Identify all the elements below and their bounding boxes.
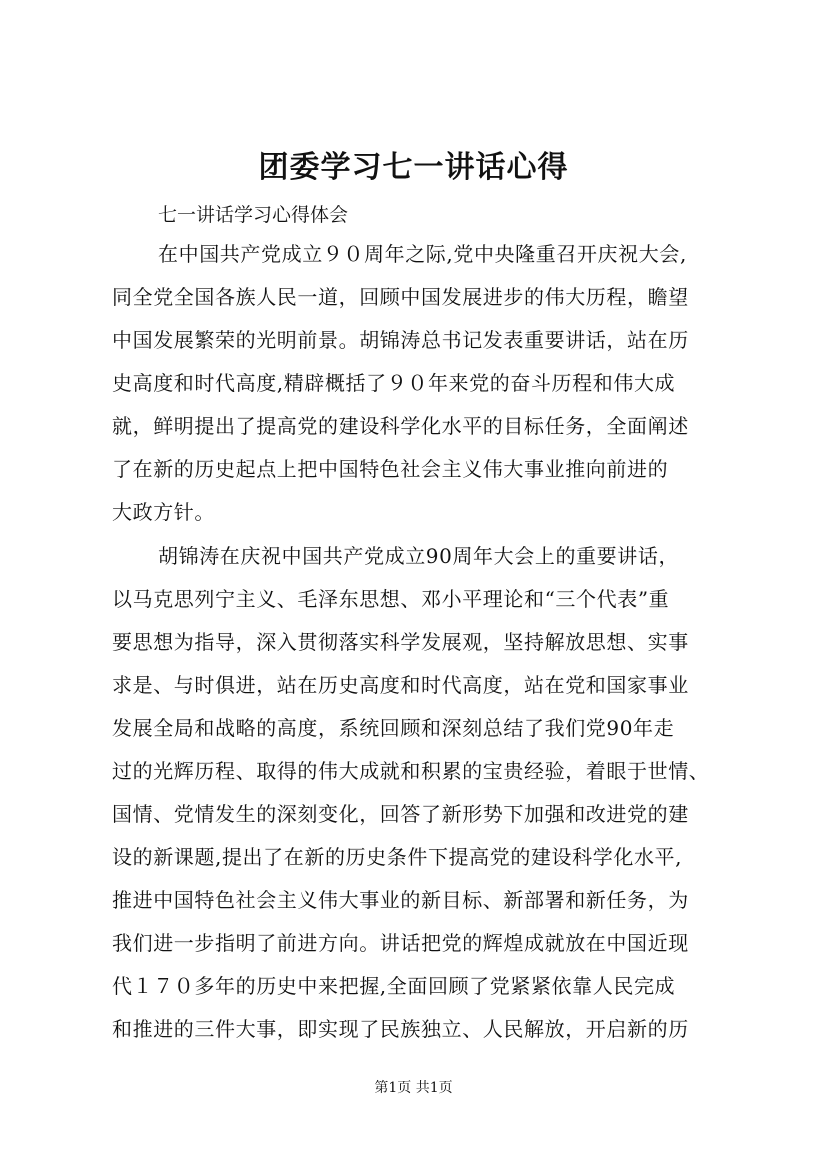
paragraph-line: 过的光辉历程、取得的伟大成就和积累的宝贵经验，着眼于世情、 xyxy=(112,759,710,783)
paragraph-line: 求是、与时俱进，站在历史高度和时代高度，站在党和国家事业 xyxy=(112,673,689,697)
paragraph-line: 同全党全国各族人民一道，回顾中国发展进步的伟大历程，瞻望 xyxy=(112,285,689,309)
paragraph-line: 推进中国特色社会主义伟大事业的新目标、新部署和新任务，为 xyxy=(112,888,689,912)
paragraph-line: 就，鲜明提出了提高党的建设科学化水平的目标任务，全面阐述 xyxy=(112,414,689,438)
paragraph-line: 我们进一步指明了前进方向。讲话把党的辉煌成就放在中国近现 xyxy=(112,931,689,955)
document-title: 团委学习七一讲话心得 xyxy=(258,150,569,185)
paragraph-line: 了在新的历史起点上把中国特色社会主义伟大事业推向前进的 xyxy=(112,457,669,481)
paragraph-line: 和推进的三件大事，即实现了民族独立、人民解放，开启新的历 xyxy=(112,1017,689,1041)
paragraph-line: 中国发展繁荣的光明前景。胡锦涛总书记发表重要讲话，站在历 xyxy=(112,328,689,352)
paragraph-line: 代１７０多年的历史中来把握,全面回顾了党紧紧依靠人民完成 xyxy=(112,974,676,998)
paragraph-line: 要思想为指导，深入贯彻落实科学发展观，坚持解放思想、实事 xyxy=(112,630,689,654)
paragraph-line: 设的新课题,提出了在新的历史条件下提高党的建设科学化水平, xyxy=(112,845,683,869)
paragraph-line: 大政方针。 xyxy=(112,500,215,524)
paragraph-line: 史高度和时代高度,精辟概括了９０年来党的奋斗历程和伟大成 xyxy=(112,371,676,395)
document-subtitle: 七一讲话学习心得体会 xyxy=(158,204,349,226)
paragraph-line: 在中国共产党成立９０周年之际,党中央隆重召开庆祝大会, xyxy=(158,242,687,266)
paragraph-line: 发展全局和战略的高度，系统回顾和深刻总结了我们党90年走 xyxy=(112,716,675,740)
paragraph-line: 国情、党情发生的深刻变化，回答了新形势下加强和改进党的建 xyxy=(112,802,689,826)
paragraph-line: 以马克思列宁主义、毛泽东思想、邓小平理论和“三个代表”重 xyxy=(112,587,670,611)
page-footer: 第1页 共1页 xyxy=(374,1080,453,1096)
paragraph-line: 胡锦涛在庆祝中国共产党成立90周年大会上的重要讲话， xyxy=(158,544,680,568)
